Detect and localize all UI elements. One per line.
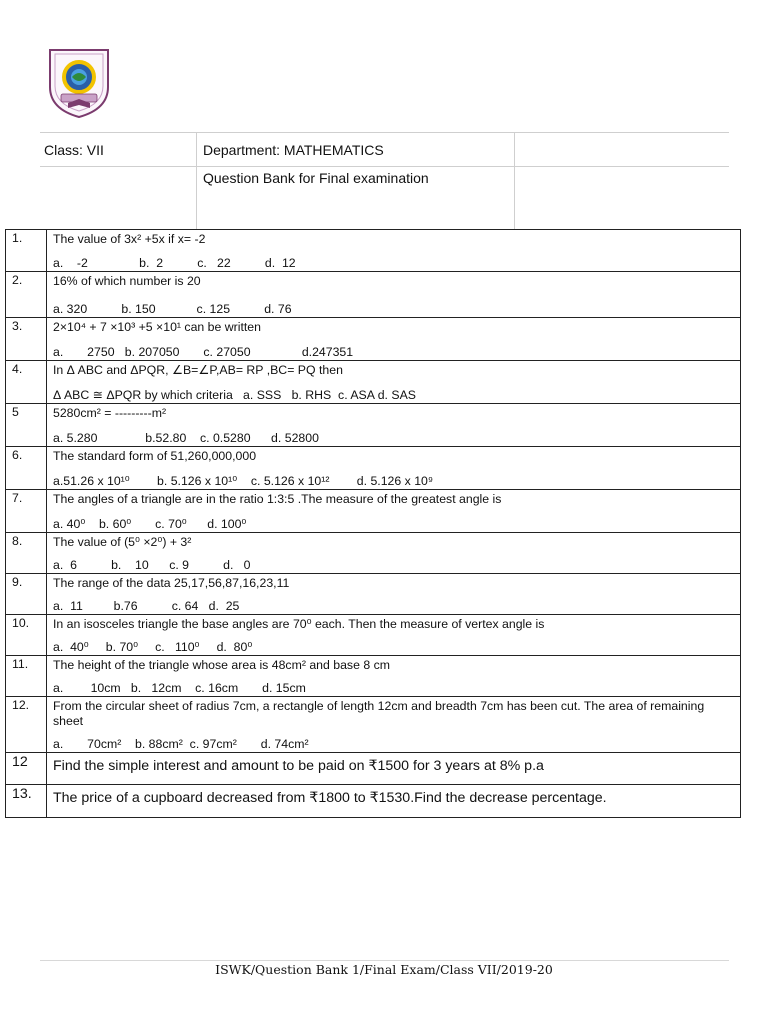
answer-options: a. 2750 b. 207050 c. 27050 d.247351	[53, 345, 354, 359]
question-text: 2×10⁴ + 7 ×10³ +5 ×10¹ can be written	[53, 320, 261, 334]
question-cell	[47, 490, 741, 533]
question-number: 4.	[6, 361, 47, 404]
question-text: In an isosceles triangle the base angles are 70⁰ each. Then the measure of vertex angle is	[53, 617, 545, 631]
answer-options: a. -2 b. 2 c. 22 d. 12	[53, 256, 296, 270]
long-question-cell	[47, 753, 741, 785]
answer-options: a. 5.280 b.52.80 c. 0.5280 d. 52800	[53, 431, 319, 445]
question-cell	[47, 697, 741, 753]
question-text: Find the simple interest and amount to be paid on ₹1500 for 3 years at 8% p.a	[53, 758, 544, 774]
question-cell	[47, 361, 741, 404]
question-number: 3.	[6, 318, 47, 361]
question-number: 10.	[6, 615, 47, 656]
question-row	[6, 574, 741, 615]
question-row	[6, 404, 741, 447]
question-cell	[47, 404, 741, 447]
question-text: 5280cm² = ---------m²	[53, 406, 167, 420]
long-question-row	[6, 753, 741, 785]
question-row	[6, 697, 741, 753]
question-number: 11.	[6, 656, 47, 697]
question-cell	[47, 318, 741, 361]
answer-options: a. 40⁰ b. 60⁰ c. 70⁰ d. 100⁰	[53, 517, 247, 531]
question-number: 6.	[6, 447, 47, 490]
answer-options: a. 6 b. 10 c. 9 d. 0	[53, 558, 251, 572]
question-cell	[47, 656, 741, 697]
question-number: 13.	[6, 785, 47, 818]
answer-options: a. 320 b. 150 c. 125 d. 76	[53, 302, 292, 316]
document-title: Question Bank for Final examination	[203, 170, 429, 186]
answer-options: a. 11 b.76 c. 64 d. 25	[53, 599, 240, 613]
question-row	[6, 490, 741, 533]
question-number: 7.	[6, 490, 47, 533]
answer-options: a. 70cm² b. 88cm² c. 97cm² d. 74cm²	[53, 737, 309, 751]
question-table	[5, 229, 741, 818]
question-table-body	[6, 230, 741, 818]
question-text: The angles of a triangle are in the ratio 1:3:5 .The measure of the greatest angle is	[53, 492, 502, 506]
answer-options: a.51.26 x 10¹⁰ b. 5.126 x 10¹⁰ c. 5.126 x 10¹² d. 5.126 x 10⁹	[53, 474, 434, 488]
question-number: 5	[6, 404, 47, 447]
question-number: 8.	[6, 533, 47, 574]
question-text: The range of the data 25,17,56,87,16,23,11	[53, 576, 290, 590]
question-row	[6, 447, 741, 490]
footer-text: ISWK/Question Bank 1/Final Exam/Class VII/2019-20	[215, 962, 553, 977]
question-row	[6, 361, 741, 404]
question-text: The value of (5⁰ ×2⁰) + 3²	[53, 535, 192, 549]
answer-options: Δ ABC ≅ ΔPQR by which criteria a. SSS b. RHS c. ASA d. SAS	[53, 388, 416, 402]
footer-divider	[40, 960, 729, 961]
question-number: 1.	[6, 230, 47, 272]
long-question-row	[6, 785, 741, 818]
question-row	[6, 272, 741, 318]
question-text: The standard form of 51,260,000,000	[53, 449, 257, 463]
question-cell	[47, 533, 741, 574]
answer-options: a. 10cm b. 12cm c. 16cm d. 15cm	[53, 681, 306, 695]
question-text: In Δ ABC and ΔPQR, ∠B=∠P,AB= RP ,BC= PQ then	[53, 363, 343, 377]
question-cell	[47, 574, 741, 615]
question-text: 16% of which number is 20	[53, 274, 201, 288]
question-row	[6, 656, 741, 697]
question-row	[6, 615, 741, 656]
question-text: The price of a cupboard decreased from ₹1800 to ₹1530.Find the decrease percentage.	[53, 790, 607, 806]
question-number: 9.	[6, 574, 47, 615]
question-cell	[47, 230, 741, 272]
question-text: The height of the triangle whose area is 48cm² and base 8 cm	[53, 658, 390, 672]
question-cell	[47, 272, 741, 318]
school-crest-icon	[46, 47, 112, 119]
question-row	[6, 533, 741, 574]
header-info-table	[40, 132, 729, 229]
class-label: Class: VII	[44, 142, 104, 158]
question-cell	[47, 447, 741, 490]
question-text: From the circular sheet of radius 7cm, a rectangle of length 12cm and breadth 7cm has been cut. The area of remaining sheet	[53, 699, 705, 728]
question-number: 2.	[6, 272, 47, 318]
question-number: 12	[6, 753, 47, 785]
question-row	[6, 230, 741, 272]
answer-options: a. 40⁰ b. 70⁰ c. 110⁰ d. 80⁰	[53, 640, 253, 654]
question-cell	[47, 615, 741, 656]
question-number: 12.	[6, 697, 47, 753]
question-text: The value of 3x² +5x if x= -2	[53, 232, 206, 246]
department-label: Department: MATHEMATICS	[203, 142, 384, 158]
long-question-cell	[47, 785, 741, 818]
question-row	[6, 318, 741, 361]
